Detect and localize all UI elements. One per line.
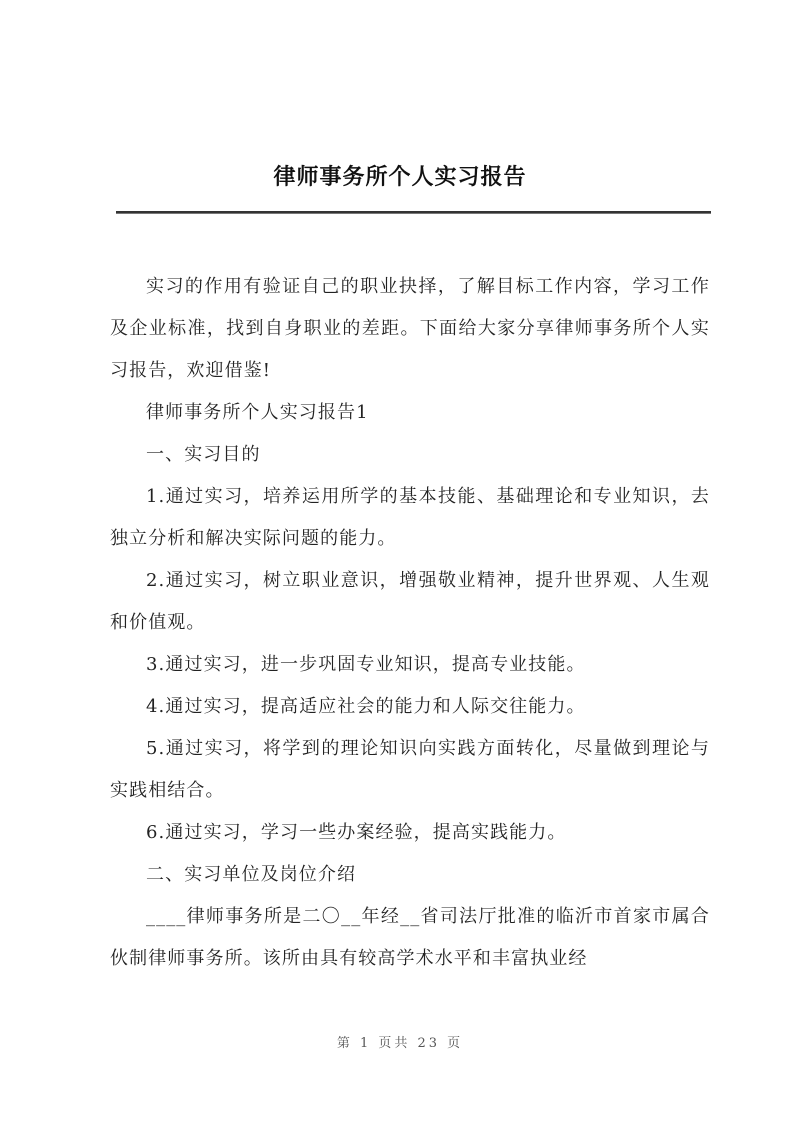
report-heading: 律师事务所个人实习报告1 bbox=[146, 402, 369, 423]
purpose-item-4: 4.通过实习，提高适应社会的能力和人际交往能力。 bbox=[146, 696, 586, 717]
purpose-item-1: 1.通过实习，培养运用所学的基本技能、基础理论和专业知识，去独立分析和解决实际问题的能力。 bbox=[110, 486, 710, 549]
document-title: 律师事务所个人实习报告 bbox=[273, 164, 527, 190]
purpose-item-3: 3.通过实习，进一步巩固专业知识，提高专业技能。 bbox=[146, 654, 586, 675]
section-heading-unit: 二、实习单位及岗位介绍 bbox=[146, 864, 357, 885]
title-divider bbox=[116, 211, 711, 214]
document-body bbox=[110, 266, 710, 980]
page-number-footer: 第 1 页共 23 页 bbox=[336, 1036, 464, 1051]
purpose-item-2: 2.通过实习，树立职业意识，增强敬业精神，提升世界观、人生观和价值观。 bbox=[110, 570, 710, 633]
unit-paragraph: ____律师事务所是二〇__年经__省司法厅批准的临沂市首家市属合伙制律师事务所。该所由具有较高学术水平和丰富执业经 bbox=[110, 906, 710, 969]
section-heading-purpose: 一、实习目的 bbox=[146, 444, 261, 465]
purpose-item-5: 5.通过实习，将学到的理论知识向实践方面转化，尽量做到理论与实践相结合。 bbox=[110, 738, 710, 801]
purpose-item-6: 6.通过实习，学习一些办案经验，提高实践能力。 bbox=[146, 822, 567, 843]
intro-paragraph: 实习的作用有验证自己的职业抉择，了解目标工作内容，学习工作及企业标准，找到自身职业的差距。下面给大家分享律师事务所个人实习报告，欢迎借鉴! bbox=[110, 276, 710, 381]
